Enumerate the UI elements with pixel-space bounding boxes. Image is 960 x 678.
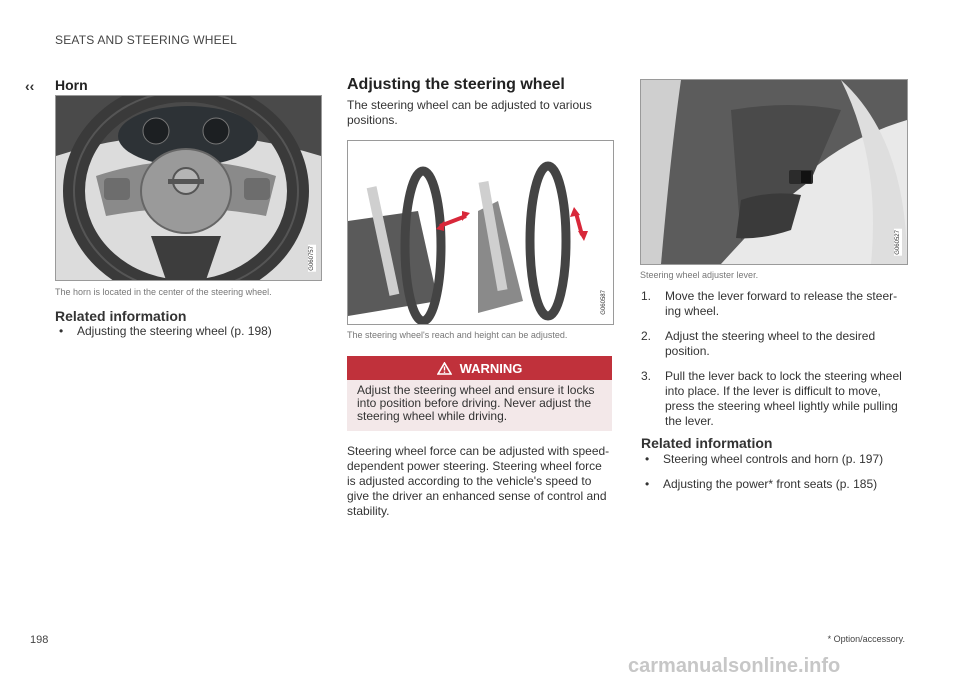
warning-triangle-icon [437, 362, 452, 375]
adjusting-heading: Adjusting the steering wheel [347, 76, 565, 93]
horn-heading: Horn [55, 77, 88, 93]
page-header: SEATS AND STEERING WHEEL [55, 33, 237, 47]
steering-reach-height-illustration [348, 141, 613, 324]
adjustment-steps [641, 289, 909, 439]
warning-text: Adjust the steering wheel and ensure it locks into position before driving. Never adjust the steering wheel while driving. [347, 380, 612, 431]
step-text: Move the lever forward to release the steer-ing wheel. [665, 289, 898, 318]
adjust-caption: The steering wheel's reach and height can be adjusted. [347, 330, 568, 340]
warning-box [347, 356, 612, 431]
step-item [641, 289, 909, 319]
related-link[interactable]: • Steering wheel controls and horn (p. 197) [641, 452, 909, 467]
warning-header [347, 356, 612, 380]
step-number: 2. [641, 329, 652, 343]
lever-illustration [641, 80, 907, 264]
step-text: Pull the lever back to lock the steering wheel into place. If the lever is difficult to move, press the steering wheel lightly while pulling the lever. [665, 369, 902, 428]
watermark: carmanualsonline.info [628, 655, 841, 677]
related-info-heading: Related information [641, 435, 773, 451]
related-link[interactable]: • Adjusting the steering wheel (p. 198) [55, 324, 325, 339]
option-accessory-note: * Option/accessory. [827, 634, 905, 644]
step-item [641, 329, 909, 359]
adjusting-intro: The steering wheel can be adjusted to various positions. [347, 98, 592, 127]
steering-wheel-illustration [56, 96, 321, 280]
figure-code: G060757 [309, 246, 315, 271]
related-link[interactable]: • Adjusting the power* front seats (p. 185) [641, 477, 909, 492]
warning-title: WARNING [459, 360, 523, 376]
step-text: Adjust the steering wheel to the desired position. [665, 329, 876, 358]
related-info-list [641, 452, 909, 502]
lever-caption: Steering wheel adjuster lever. [640, 270, 759, 280]
horn-caption: The horn is located in the center of the steering wheel. [55, 287, 272, 297]
continued-marker: ‹‹ [25, 78, 35, 94]
related-info-list [55, 324, 325, 349]
figure-code: G060587 [601, 290, 607, 315]
step-number: 3. [641, 369, 652, 383]
step-number: 1. [641, 289, 652, 303]
step-item [641, 369, 909, 429]
related-info-heading: Related information [55, 308, 187, 324]
figure-code: G060527 [895, 230, 901, 255]
steering-adjust-figure [347, 140, 614, 325]
horn-figure [55, 95, 322, 281]
adjuster-lever-figure [640, 79, 908, 265]
steering-force-paragraph: Steering wheel force can be adjusted with speed-dependent power steering. Steering wheel force is adjusted according to the vehicle's speed to give the driver an enhanced sense of control and stability. [347, 444, 610, 518]
page-number: 198 [30, 634, 49, 646]
